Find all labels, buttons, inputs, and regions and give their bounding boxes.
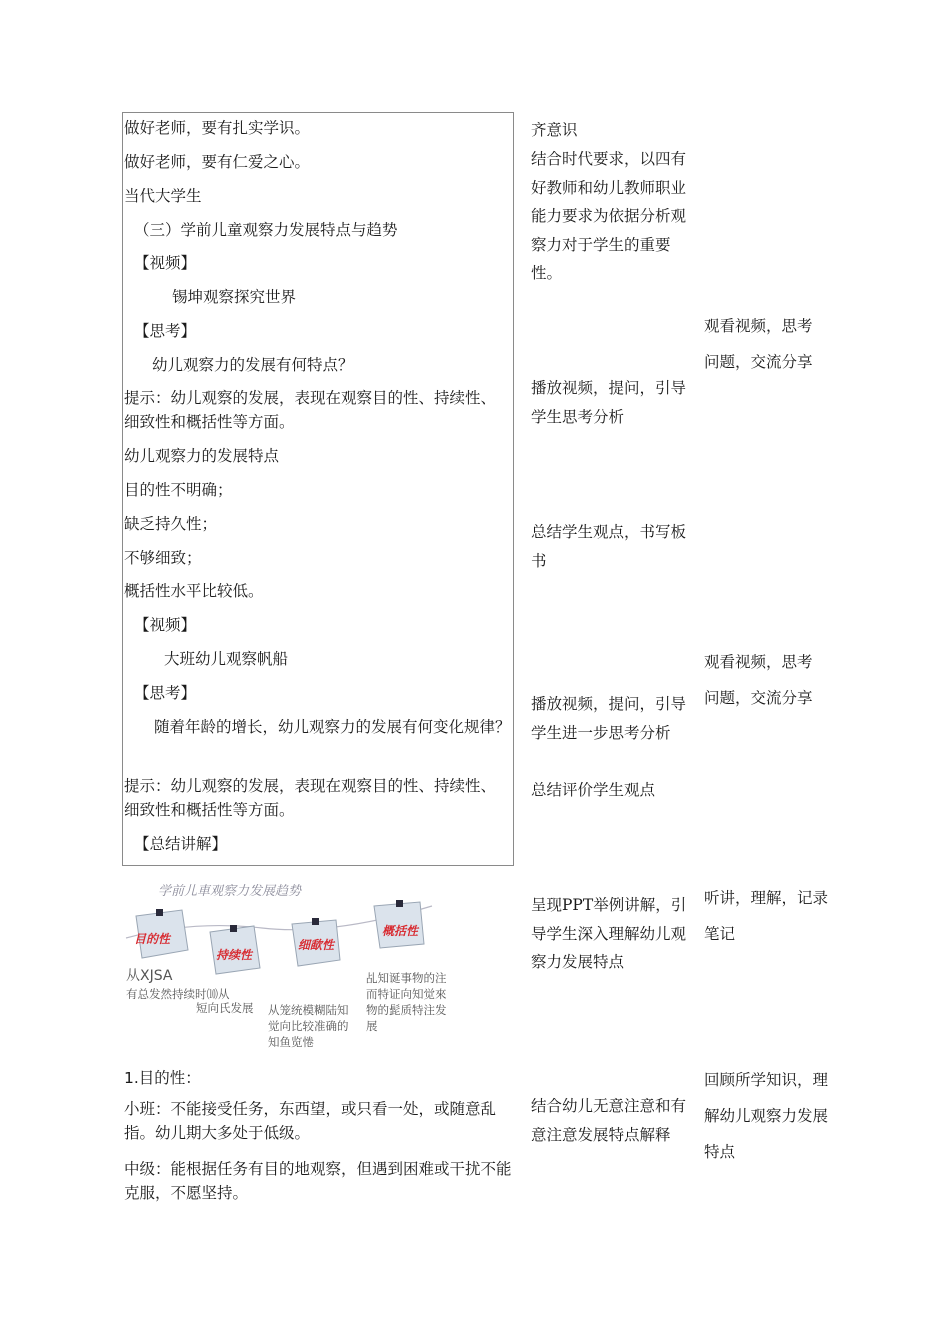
text-line: 幼儿观察力的发展特点 [124,447,280,465]
teacher-activity: 总结评价学生观点 [531,781,656,799]
think-label: 【思考】 [134,684,197,702]
section-heading: （三）学前儿童观察力发展特点与趋势 [134,221,398,239]
teacher-activity: 结合幼儿无意注意和有意注意发展特点解释 [531,1097,687,1144]
paragraph: 小班：不能接受任务，东西望，或只看一处，或随意乱指。幼儿期大多处于低级。 [124,1100,497,1142]
caption: 有总发然持续时⑽从 [126,987,230,1001]
caption: 从XJSA [126,968,173,984]
caption: 短向氏发展 [196,1001,254,1015]
question-text: 幼儿观察力的发展有何特点？ [152,356,354,374]
teacher-activity: 呈现PPT举例讲解，引导学生深入理解幼儿观察力发展特点 [531,896,687,971]
card-label: 细歃性 [298,938,335,952]
card-label: 目的性 [134,932,171,946]
text-line: 概括性水平比较低。 [124,582,264,600]
subheading: 1.目的性： [124,1069,201,1087]
video-label: 【视频】 [134,254,197,272]
teacher-activity: 播放视频，提问，引导学生思考分析 [531,379,687,426]
card-label: 概括性 [382,924,419,938]
student-activity: 听讲，理解，记录笔记 [704,889,829,943]
teacher-activity: 总结学生观点，书写板书 [531,523,687,570]
caption: 乩知诞事物的注而特证向知觉來物的髭质特注发展 [366,971,447,1033]
ppt-title: 学前儿車观察力发展趋势 [158,884,302,899]
paper-card [136,902,424,974]
hint-text: 提示：幼儿观察的发展，表现在观察目的性、持续性、细致性和概括性等方面。 [124,777,497,819]
text-line: 当代大学生 [124,187,202,205]
hint-text: 提示：幼儿观察的发展，表现在观察目的性、持续性、细致性和概括性等方面。 [124,389,497,431]
text-line: 做好老师，要有扎实学识。 [124,119,311,137]
student-activity: 回顾所学知识，理解幼儿观察力发展特点 [704,1071,829,1161]
video-title: 锡坤观察探究世界 [172,288,297,306]
ppt-trend-image [122,876,452,1054]
student-activity: 观看视频，思考问题，交流分享 [704,653,813,707]
text-line: 做好老师，要有仁爱之心。 [124,153,311,171]
question-text: 随着年龄的增长，幼儿观察力的发展有何变化规律？ [154,718,511,736]
summary-label: 【总结讲解】 [134,835,228,853]
video-title: 大班幼儿观察帆船 [164,650,289,668]
video-label: 【视频】 [134,616,197,634]
card-label: 持续性 [216,948,253,962]
think-label: 【思考】 [134,322,197,340]
text-line: 目的性不明确； [124,481,233,499]
paragraph: 中级：能根据任务有目的地观察，但遇到困难或干扰不能克服，不愿坚持。 [124,1160,512,1202]
text-line: 缺乏持久性； [124,515,218,533]
teacher-activity: 播放视频，提问，引导学生进一步思考分析 [531,695,687,742]
teacher-activity: 齐意识 [531,121,578,139]
caption: 从笼统模糊陆知觉向比较准确的知鱼览惓 [268,1003,349,1049]
student-activity: 观看视频，思考问题，交流分享 [704,317,813,371]
text-line: 不够细致； [124,549,202,567]
teacher-activity: 结合时代要求，以四有好教师和幼儿教师职业能力要求为依据分析观察力对于学生的重要性。 [531,150,687,282]
